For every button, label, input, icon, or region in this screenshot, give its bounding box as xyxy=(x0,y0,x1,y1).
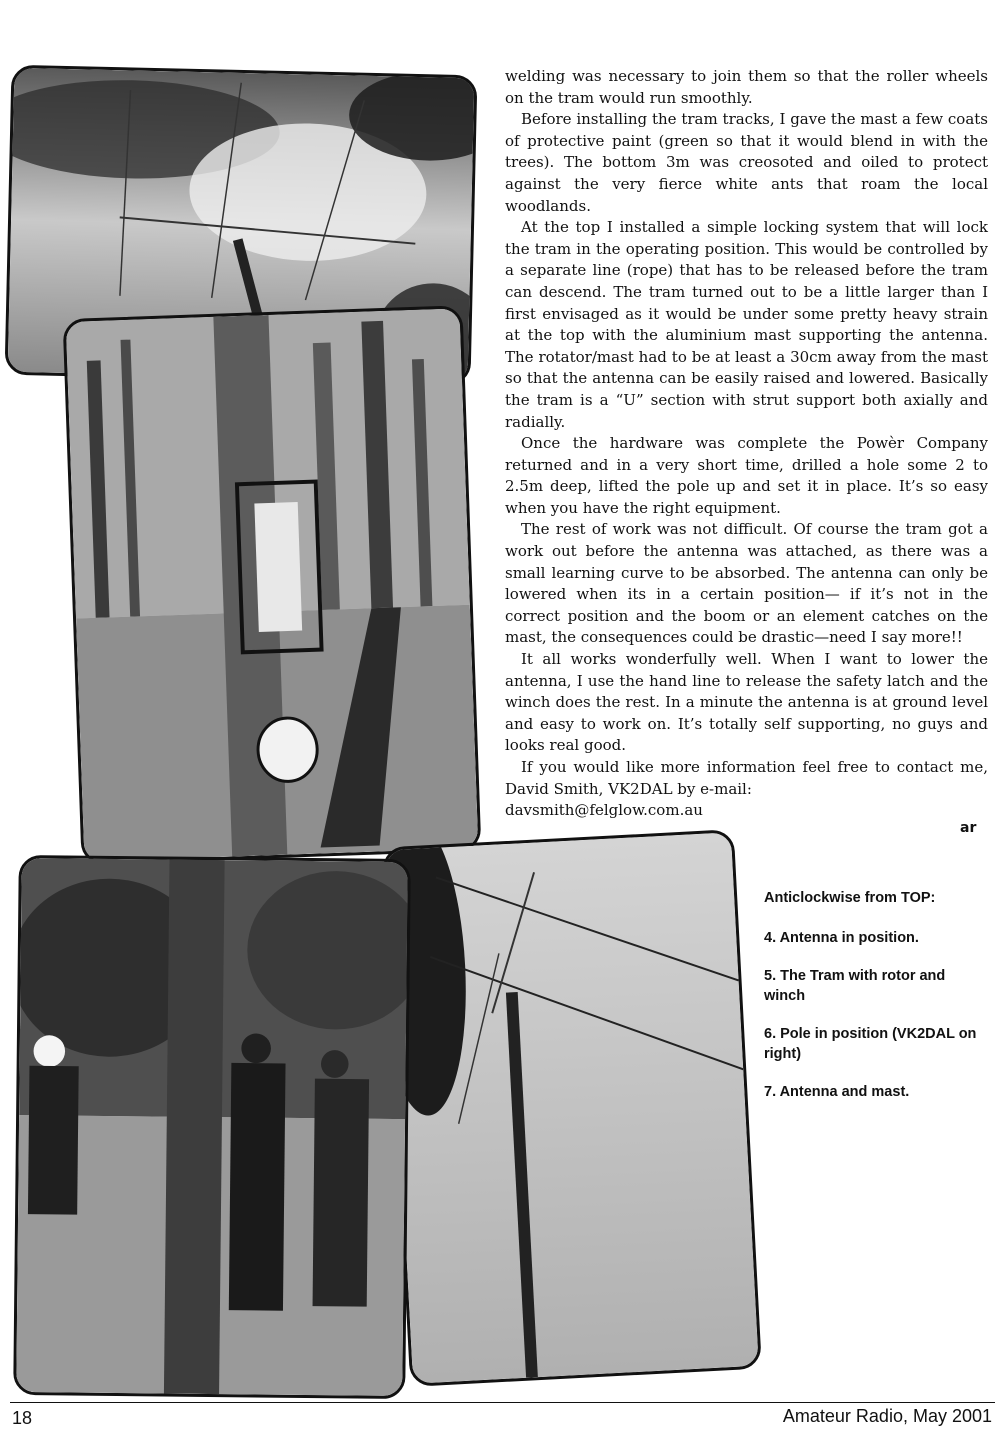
photo-antenna-and-mast xyxy=(382,829,762,1387)
caption-item: 4. Antenna in position. xyxy=(764,930,919,946)
photo-pole-in-position xyxy=(13,855,411,1399)
captions-list xyxy=(764,928,989,1102)
footer-rule xyxy=(10,1402,995,1403)
photo-tram-with-rotor xyxy=(63,305,482,865)
article-paragraph: welding was necessary to join them so that the roller wheels on the tram would run smoothly. xyxy=(505,67,988,107)
article-end-mark: ar xyxy=(960,820,977,836)
article-paragraph: The rest of work was not difficult. Of course the tram got a work out before the antenna was attached, as there was a small learning curve to be absorbed. The antenna can only be lowered when its in a certain position— if it’s not in the correct position and the boom or an element catches on the mast, the consequences could be drastic—need I say more!! xyxy=(505,520,988,647)
article-paragraph: It all works wonderfully well. When I want to lower the antenna, I use the hand line to release the safety latch and the winch does the rest. In a minute the antenna is at ground level and easy to work on. It’s totally self supporting, no guys and looks real good. xyxy=(505,650,988,755)
caption-item: 5. The Tram with rotor and winch xyxy=(764,968,946,1004)
article-paragraph: At the top I installed a simple locking system that will lock the tram in the operating position. This would be controlled by a separate line (rope) that has to be released before the tram can descend. The tram turned out to be a little larger than I first envisaged as it would be under some pretty heavy strain at the top with the aluminium mast supporting the antenna. The rotator/mast had to be at least a 30cm away from the mast so that the antenna can be easily raised and lowered. Basically the tram is a “U” section with strut support both axially and radially. xyxy=(505,218,988,431)
contact-email: davsmith@felglow.com.au xyxy=(505,801,703,820)
contact-paragraph xyxy=(505,757,988,822)
publication-name: Amateur Radio, May 2001 xyxy=(782,1406,992,1426)
contact-text: If you would like more information feel free to contact me, David Smith, VK2DAL by e-mail: xyxy=(505,758,988,798)
caption-item: 7. Antenna and mast. xyxy=(764,1084,910,1100)
article-paragraph: Once the hardware was complete the Powèr Company returned and in a very short time, drilled a hole some 2 to 2.5m deep, lifted the pole up and set it in place. It’s so easy when you have the right equipment. xyxy=(505,434,988,517)
caption-item: 6. Pole in position (VK2DAL on right) xyxy=(764,1026,977,1062)
photo-captions xyxy=(764,888,989,1120)
captions-heading: Anticlockwise from TOP: xyxy=(764,890,936,906)
article-paragraph: Before installing the tram tracks, I gave the mast a few coats of protective paint (green so that it would blend in with the trees). The bottom 3m was creosoted and oiled to protect against the very fierce white ants that roam the local woodlands. xyxy=(505,110,988,215)
page-number: 18 xyxy=(12,1408,33,1428)
article-body xyxy=(505,66,988,822)
